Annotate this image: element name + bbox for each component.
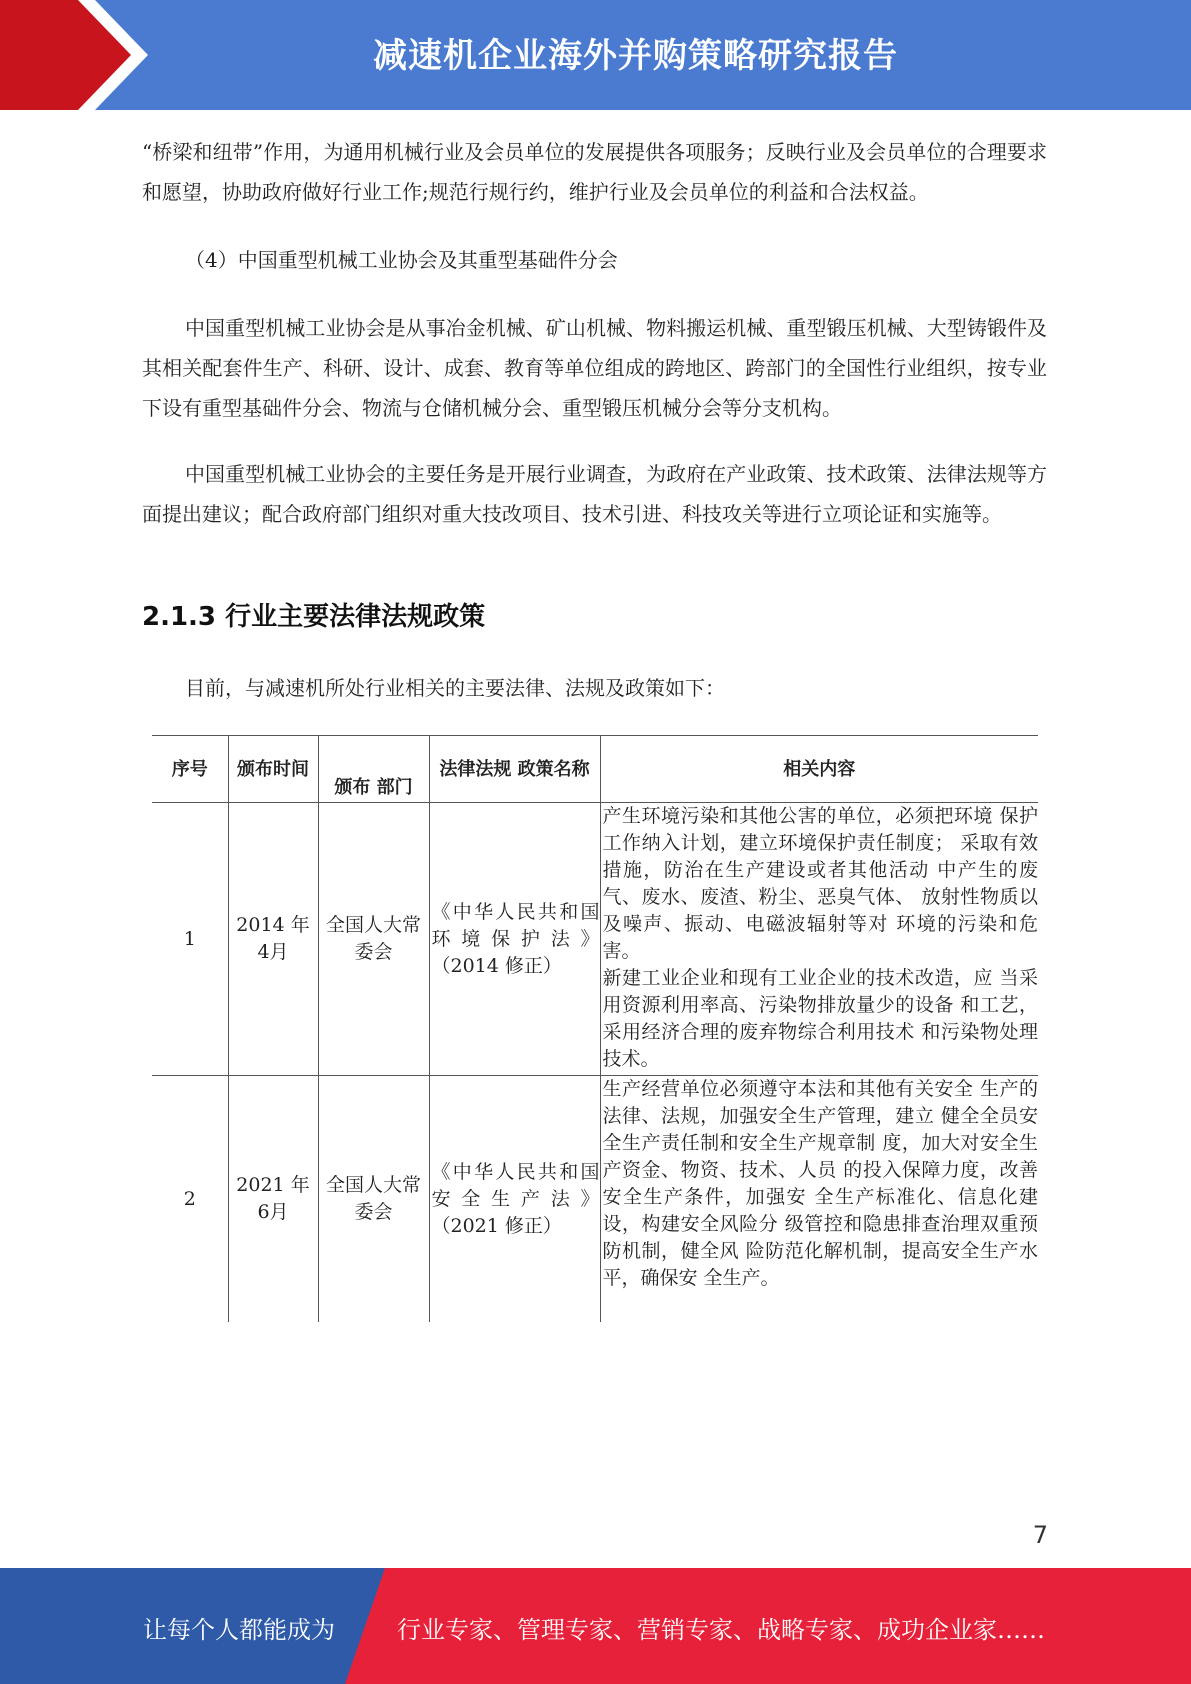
row-content-paragraph: 新建工业企业和现有工业企业的技术改造，应 当采用资源利用率高、污染物排放量少的设备 和工艺，采用经济合理的废弃物综合利用技术 和污染物处理技术。	[602, 967, 1038, 1070]
report-title: 减速机企业海外并购策略研究报告	[373, 36, 898, 76]
table-row	[152, 803, 1038, 1076]
paragraph-association-intro: 中国重型机械工业协会是从事冶金机械、矿山机械、物料搬运机械、重型锻压机械、大型铸锻件及其相关配套件生产、科研、设计、成套、教育等单位组成的跨地区、跨部门的全国性行业组织，按专业下设有重型基础件分会、物流与仓储机械分会、重型锻压机械分会等分支机构。	[142, 316, 1047, 420]
row-content-paragraph: 产生环境污染和其他公害的单位，必须把环境 保护工作纳入计划，建立环境保护责任制度； 采取有效措施，防治在生产建设或者其他活动 中产生的废气、废水、废渣、粉尘、恶臭气体、 放射性物质以及噪声、振动、电磁波辐射等对 环境的污染和危害。	[602, 805, 1038, 962]
table-row	[152, 1076, 1038, 1323]
table-header-row	[152, 736, 1038, 803]
row-content-paragraph: 生产经营单位必须遵守本法和其他有关安全 生产的法律、法规，加强安全生产管理，建立 健全全员安全生产责任制和安全生产规章制 度，加大对安全生产资金、物资、技术、人员 的投入保障力度，改善安全生产条件，加强安 全生产标准化、信息化建设，构建安全风险分 级管控和隐患排查治理双重预防机制，健全风 险防范化解机制，提高安全生产水平，确保安 全生产。	[602, 1078, 1038, 1289]
law-policy-table	[152, 735, 1038, 1322]
page-number: 7	[1032, 1521, 1048, 1549]
row-content	[600, 803, 1038, 1076]
paragraph-continuation: “桥梁和纽带”作用，为通用机械行业及会员单位的发展提供各项服务；反映行业及会员单位的合理要求和愿望，协助政府做好行业工作;规范行规行约，维护行业及会员单位的利益和合法权益。	[142, 140, 1047, 204]
row-number: 2	[152, 1076, 228, 1323]
row-dept: 全国人大常委会	[318, 803, 429, 1076]
row-dept: 全国人大常委会	[318, 1076, 429, 1323]
header-dept: 颁布 部门	[318, 736, 429, 803]
page-header	[0, 0, 1191, 110]
footer-slogan-left: 让每个人都能成为	[143, 1616, 335, 1644]
header-content: 相关内容	[600, 736, 1038, 803]
row-content	[600, 1076, 1038, 1323]
header-law-name: 法律法规 政策名称	[429, 736, 600, 803]
row-number: 1	[152, 803, 228, 1076]
paragraph-association-tasks: 中国重型机械工业协会的主要任务是开展行业调查，为政府在产业政策、技术政策、法律法规等方面提出建议；配合政府部门组织对重大技改项目、技术引进、科技攻关等进行立项论证和实施等。	[142, 462, 1047, 526]
page-footer	[0, 1568, 1191, 1684]
footer-slogan-right: 行业专家、管理专家、营销专家、战略专家、成功企业家……	[397, 1616, 1045, 1644]
row-law-name: 《中华人民共和国安全生产法》（2021 修正）	[429, 1076, 600, 1323]
row-law-name: 《中华人民共和国环境保护法》（2014 修正）	[429, 803, 600, 1076]
table-intro: 目前，与减速机所处行业相关的主要法律、法规及政策如下：	[185, 676, 725, 700]
header-time: 颁布时间	[228, 736, 318, 803]
row-time: 2021 年 6月	[228, 1076, 318, 1323]
section-heading: 2.1.3 行业主要法律法规政策	[142, 602, 486, 632]
subsection-heading-4: （4）中国重型机械工业协会及其重型基础件分会	[185, 248, 618, 272]
header-number: 序号	[152, 736, 228, 803]
row-time: 2014 年 4月	[228, 803, 318, 1076]
